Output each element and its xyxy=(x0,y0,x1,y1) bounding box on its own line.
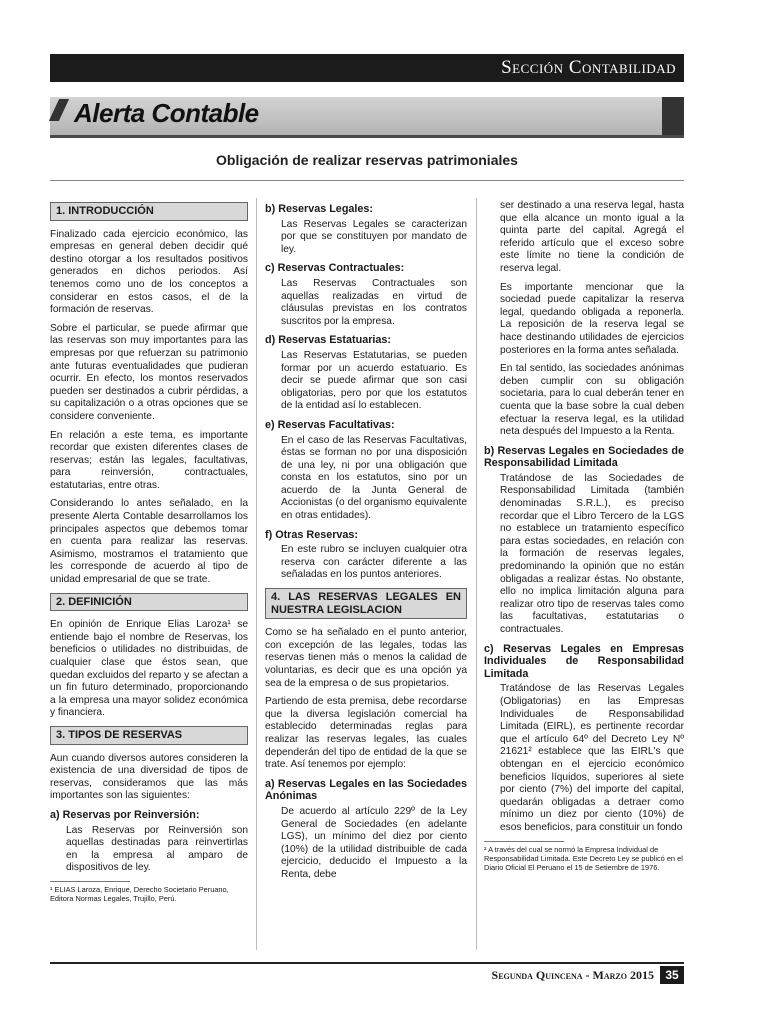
paragraph: Sobre el particular, se puede afirmar que las reservas son muy importantes para las empresas por que refuerzan su patrimonio ante futuras eventualidades que pudieran ocurrir. En efecto, los montos reservados pueden ser destinados a cubrir pérdidas, a su capitalización o a otras opciones que se considere conveniente. xyxy=(50,322,248,422)
paragraph: En relación a este tema, es importante recordar que existen diferentes clases de reservas; están las legales, facultativas, para reinversión, contractuales, estatutarias, entre otras. xyxy=(50,429,248,491)
subheading: a) Reservas Legales en las Sociedades Anónimas xyxy=(265,777,467,803)
footnote: ¹ ELIAS Laroza, Enrique, Derecho Societario Peruano, Editora Normas Legales, Trujillo, Perú. xyxy=(50,884,229,903)
footnote: ² A través del cual se normó la Empresa Individual de Responsabilidad Limitada. Este Decreto Ley se publicó en el Diario Oficial El Peruano el 15 de Setiembre de 1976. xyxy=(484,844,683,872)
section-2-heading: 2. DEFINICIÓN xyxy=(50,593,248,612)
subheading: b) Reservas Legales en Sociedades de Responsabilidad Limitada xyxy=(484,444,684,470)
paragraph: Partiendo de esta premisa, debe recordarse que la diversa legislación comercial ha establecido determinadas reglas para realizar las reservas legales, las cuales dependerán del tipo de entidad de la que se trate. Así tenemos por ejemplo: xyxy=(265,696,467,771)
paragraph: Finalizado cada ejercicio económico, las empresas en general deben decidir qué destino otorgar a los resultados positivos generados en dichos periodos. Así tenemos como uno de los conceptos a considerar en estos casos, el de la formación de reservas. xyxy=(50,228,248,316)
column-divider-2 xyxy=(476,198,477,950)
paragraph: En opinión de Enrique Elias Laroza¹ se entiende bajo el nombre de Reservas, los beneficios o utilidades no distribuidas, de cualquier clase que éstos sean, que quedan excluidos del reparto y se afectan a un fin futuro determinado, proporcionando a la empresa una mayor solidez económica y financiera. xyxy=(50,619,248,719)
column-2 xyxy=(265,200,467,888)
paragraph: Es importante mencionar que la sociedad puede capitalizar la reserva legal, quedando obligada a reponerla. La reposición de la reserva legal se hace destinando utilidades de ejercicios posteriores en la forma antes señalada. xyxy=(500,281,684,356)
section-title: Sección Contabilidad xyxy=(501,57,676,78)
subheading: d) Reservas Estatuarias: xyxy=(265,334,392,347)
page-number: 35 xyxy=(660,966,684,984)
footnote-rule xyxy=(484,841,564,842)
subheading: f) Otras Reservas: xyxy=(265,528,359,541)
paragraph: Tratándose de las Sociedades de Responsabilidad Limitada (también denominadas S.R.L.), es preciso recordar que el Libro Tercero de la LGS no establece un tratamiento específico para estas sociedades, en relación con la formación de reservas legales, predominando la opinión que no están obligadas a realizar éstas. No obstante, ello no implica limitación alguna para realizar otro tipo de reservas tales como las facultativas, estatutarias o contractuales. xyxy=(500,472,684,635)
section-header-bar xyxy=(50,54,684,82)
column-3 xyxy=(484,200,684,872)
subheading: a) Reservas por Reinversión: xyxy=(50,808,200,821)
subheading: e) Reservas Facultativas: xyxy=(265,418,395,431)
subheading: c) Reservas Contractuales: xyxy=(265,262,405,275)
issue-label: Segunda Quincena - Marzo 2015 xyxy=(491,968,654,982)
article-title: Obligación de realizar reservas patrimoniales xyxy=(216,152,518,168)
paragraph: En tal sentido, las sociedades anónimas deben cumplir con su obligación societaria, para lo cual deberán tener en cuenta que la base sobre la cual deben efectuar la reserva legal, es la utilidad neta después del Impuesto a la Renta. xyxy=(500,363,684,438)
alerta-banner xyxy=(50,97,684,138)
subheading: c) Reservas Legales en Empresas Individuales de Responsabilidad Limitada xyxy=(484,642,684,680)
banner-end-block xyxy=(662,97,684,135)
section-1-heading: 1. INTRODUCCIÓN xyxy=(50,202,248,221)
paragraph: De acuerdo al artículo 229º de la Ley General de Sociedades (en adelante LGS), un mínimo del diez por ciento (10%) de la utilidad distribuible de cada ejercicio, deducido el Impuesto a la Renta, debe xyxy=(281,805,467,880)
subheading: b) Reservas Legales: xyxy=(265,203,374,215)
paragraph: Considerando lo antes señalado, en la presente Alerta Contable desarrollamos los principales aspectos que debemos tomar en cuenta para realizar las reservas. Asimismo, mostramos el tratamiento que les corresponde de acuerdo al tipo de unidad empresarial de que se trate. xyxy=(50,498,248,586)
paragraph: Las Reservas por Reinversión son aquellas destinadas para reinvertirlas en la empresa al amparo de dispositivos de ley. xyxy=(66,824,248,874)
section-4-heading: 4. LAS RESERVAS LEGALES EN NUESTRA LEGISLACION xyxy=(265,588,467,619)
paragraph: Las Reservas Estatutarias, se pueden formar por un acuerdo estatuario. Es decir se puede afirmar que son casi obligatorias, pero por que los estatutos de la entidad así lo establecen. xyxy=(281,349,467,412)
paragraph: Las Reservas Legales se caracterizan por que se constituyen por mandato de ley. xyxy=(281,218,467,255)
paragraph: Aun cuando diversos autores consideren la existencia de una diversidad de tipos de reservas, consideramos que las más importantes son las siguientes: xyxy=(50,752,248,802)
paragraph: ser destinado a una reserva legal, hasta que ella alcance un monto igual a la quinta parte del capital. Agregá el referido artículo que el exceso sobre este límite no tiene la condición de reserva legal. xyxy=(500,200,684,274)
footnote-rule xyxy=(50,881,130,882)
column-divider-1 xyxy=(256,198,257,950)
paragraph: Tratándose de las Reservas Legales (Obligatorias) en las Empresas Individuales de Responsabilidad Limitada (EIRL), es pertinente recordar que el artículo 64º del Decreto Ley Nº 21621² establece que las EIRL's que obtengan en el ejercicio económico beneficios líquidos, superiores al siete por ciento (7%) del importe del capital, quedarán obligadas a detraer como mínimo un diez por ciento (10%) de esos beneficios, para constituir un fondo xyxy=(500,683,684,833)
column-1 xyxy=(50,202,248,903)
paragraph: Las Reservas Contractuales son aquellas realizadas en virtud de cláusulas previstas en los contratos suscritos por la empresa. xyxy=(281,277,467,327)
banner-title: Alerta Contable xyxy=(74,98,259,128)
paragraph: En este rubro se incluyen cualquier otra reserva con carácter diferente a las señaladas en los puntos anteriores. xyxy=(281,544,467,581)
title-rule xyxy=(50,180,684,181)
paragraph: Como se ha señalado en el punto anterior, con excepción de las legales, todas las reservas tienen más o menos la calidad de voluntarias, es decir que es una opción ya sea de la empresa o de sus propietarios. xyxy=(265,627,467,689)
banner-slash-decoration xyxy=(49,99,69,121)
section-3-heading: 3. TIPOS DE RESERVAS xyxy=(50,726,248,745)
page-footer xyxy=(50,962,684,982)
paragraph: En el caso de las Reservas Facultativas, éstas se forman no por una disposición de una ley, ni por una obligación que consta en los estatutos, sino por un acuerdo de la Junta General de Accionistas (o del organismo equivalente en otras entidades). xyxy=(281,434,467,522)
